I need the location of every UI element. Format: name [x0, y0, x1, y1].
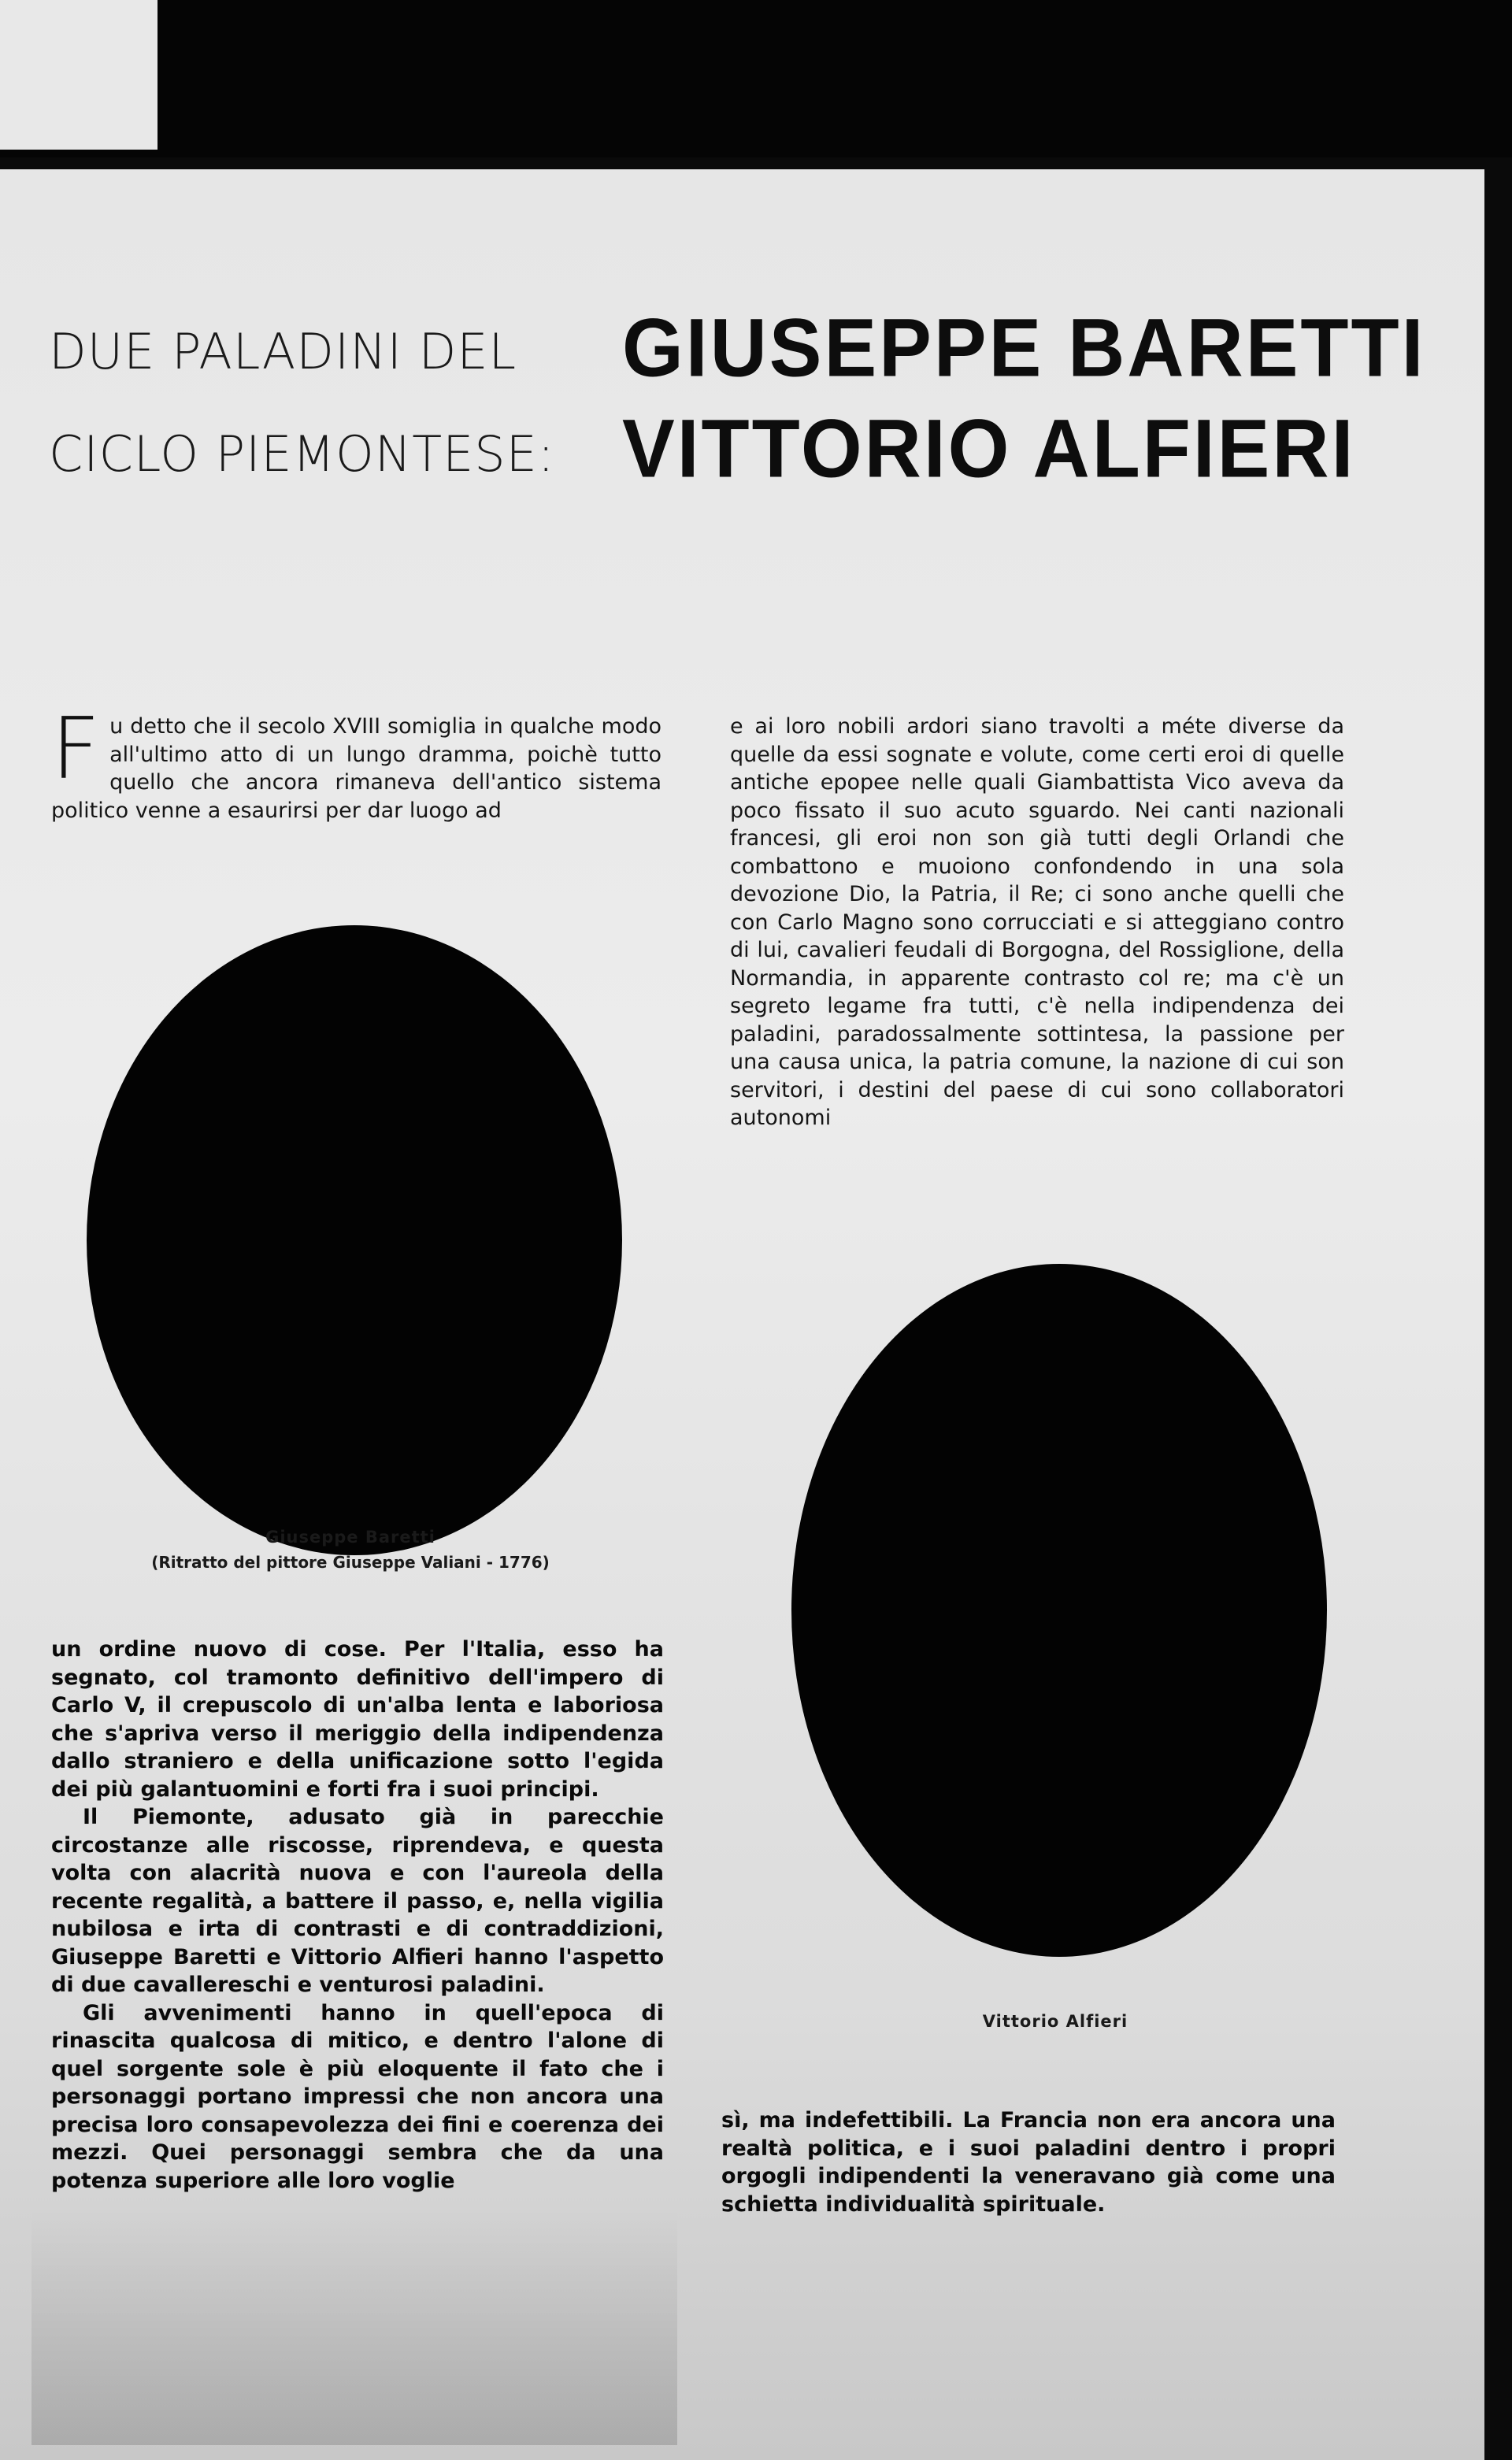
column-left-bottom	[51, 1636, 664, 2195]
magazine-page	[0, 169, 1484, 2460]
closing-paragraph: sì, ma indefettibili. La Francia non era ancora una realtà politica, e i suoi paladini dentro i propri orgogli indipendenti la veneravano già come una schietta individualità spirituale.	[721, 2108, 1336, 2217]
kicker-line-2: CICLO PIEMONTESE:	[49, 425, 555, 483]
portrait-baretti	[87, 925, 622, 1555]
paragraph-1: un ordine nuovo di cose. Per l'Italia, esso ha segnato, col tramonto definitivo dell'impero di Carlo V, il crepuscolo di un'alba lenta e laboriosa che s'apriva verso il meriggio della indipendenza dallo straniero e della unificazione sotto l'egida dei più galantuomini e forti fra i suoi principi.	[51, 1637, 664, 1802]
title-line-1: GIUSEPPE BARETTI	[622, 302, 1426, 395]
intro-text: u detto che il secolo XVIII somiglia in qualche modo all'ultimo atto di un lungo dramma, poichè tutto quello che ancora rimaneva dell'antico sistema politico venne a esaurirsi per dar luogo ad	[51, 714, 662, 823]
paragraph-3: Gli avvenimenti hanno in quell'epoca di rinascita qualcosa di mitico, e dentro l'alone di quel sorgente sole è più eloquente il fato che i personaggi portano impressi che non ancora una precisa loro consapevolezza dei fini e coerenza dei mezzi. Quei personaggi sembra che da una potenza superiore alle loro voglie	[51, 2000, 664, 2193]
column-right-bottom	[721, 2106, 1336, 2218]
drop-cap: F	[51, 700, 101, 798]
portrait-alfieri	[791, 1264, 1327, 1957]
scan-shadow	[32, 2209, 677, 2445]
scan-artifact	[0, 0, 158, 150]
intro-paragraph	[51, 700, 662, 824]
title-line-2: VITTORIO ALFIERI	[622, 402, 1356, 495]
scan-border-top	[0, 0, 1512, 157]
column-right-top	[730, 713, 1344, 1132]
right-paragraph: e ai loro nobili ardori siano travolti a méte diverse da quelle da essi sognate e volute, come certi eroi di quelle antiche epopee nelle quali Giambattista Vico aveva da poco fissato il suo acuto sguardo. Nei canti nazionali francesi, gli eroi non son già tutti degli Orlandi che combattono e muoiono confondendo in una sola devozione Dio, la Patria, il Re; ci sono anche quelli che con Carlo Magno sono corrucciati e si atteggiano contro di lui, cavalieri feudali di Borgogna, del Rossiglione, della Normandia, in apparente contrasto col re; ma c'è un segreto legame fra tutti, c'è nella indipendenza dei paladini, paradossalmente sottintesa, la passione per una causa unica, la patria comune, la nazione di cui son servitori, i destini del paese di cui sono collaboratori autonomi	[730, 714, 1344, 1130]
caption-name-alfieri: Vittorio Alfieri	[982, 2012, 1128, 2031]
kicker-line-1: DUE PALADINI DEL	[49, 323, 517, 380]
caption-name-baretti: Giuseppe Baretti	[265, 1528, 435, 1547]
scan-border-right	[1484, 169, 1512, 2460]
column-intro	[51, 700, 662, 824]
paragraph-2: Il Piemonte, adusato già in parecchie circostanze alle riscosse, riprendeva, e questa volta con alacrità nuova e con l'aureola della recente regalità, a battere il passo, e, nella vigilia nubilosa e irta di contrasti e di contraddizioni, Giuseppe Baretti e Vittorio Alfieri hanno l'aspetto di due cavallereschi e venturosi paladini.	[51, 1805, 664, 1997]
caption-credit-baretti: (Ritratto del pittore Giuseppe Valiani - 1776)	[151, 1553, 550, 1572]
